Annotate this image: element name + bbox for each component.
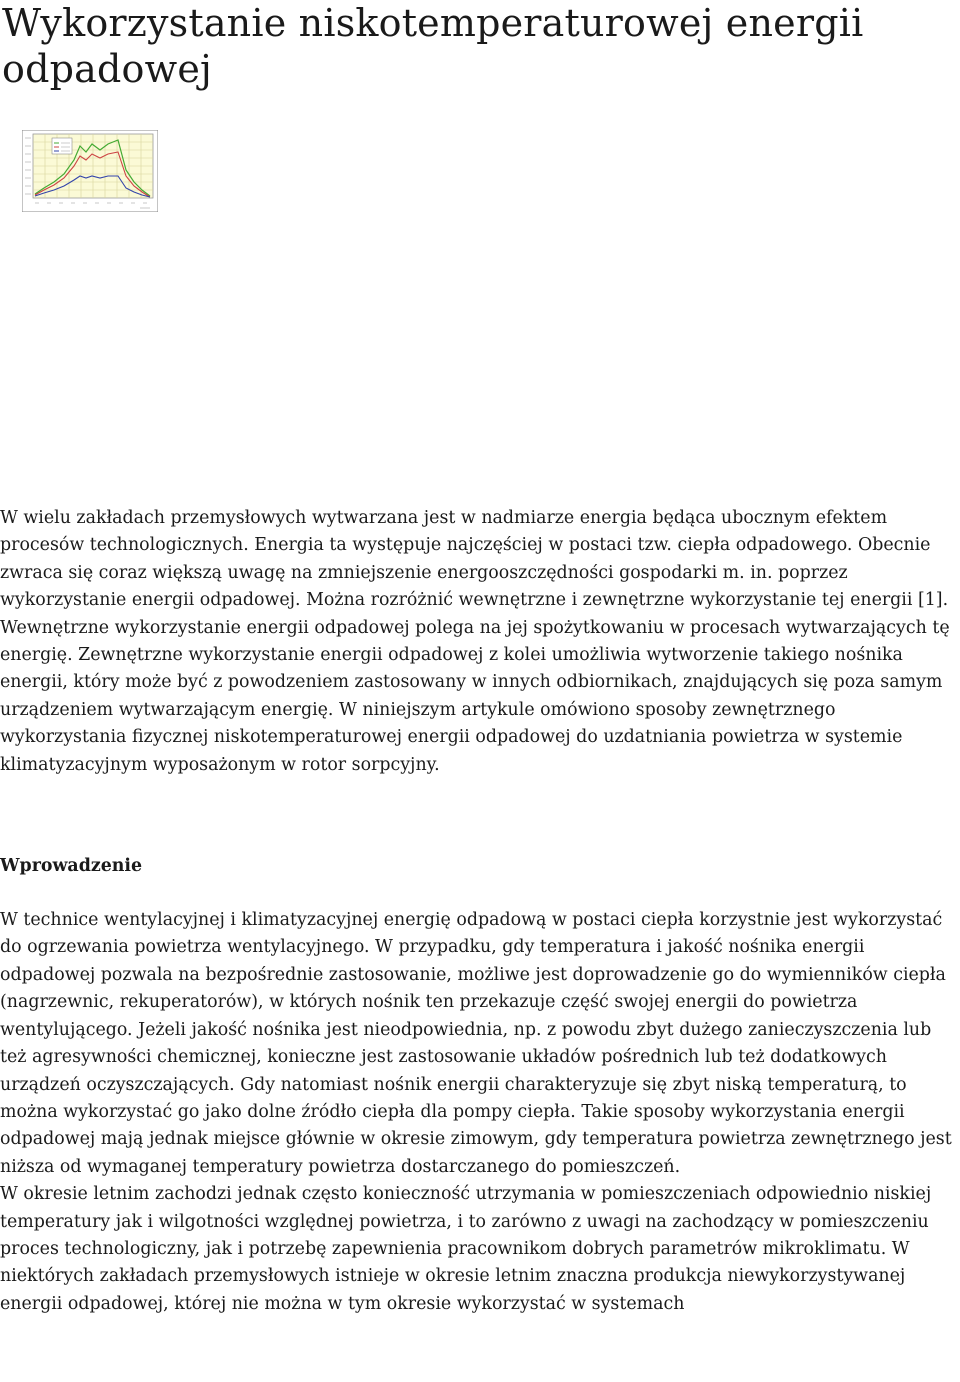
chart-thumbnail [22,130,158,212]
section-paragraph: W okresie letnim zachodzi jednak często konieczność utrzymania w pomieszczeniach odpowiednio niskiej temperatury jak i wilgotności względnej powietrza, i to zarówno z uwagi na zachodzący w pomieszczeniu proces technologiczny, jak i potrzebę zapewnienia pracownikom dobrych parametrów mikroklimatu. W niektórych zakładach przemysłowych istnieje w okresie letnim znaczna produkcja niewykorzystywanej energii odpadowej, której nie można w tym okresie wykorzystać w systemach [0,1184,932,1314]
intro-paragraph: W wielu zakładach przemysłowych wytwarzana jest w nadmiarze energia będąca ubocznym efektem procesów technologicznych. Energia ta występuje najczęściej w postaci tzw. ciepła odpadowego. Obecnie zwraca się coraz większą uwagę na zmniejszenie energooszczędności gospodarki m. in. poprzez wykorzystanie energii odpadowej. Można rozróżnić wewnętrzne i zewnętrzne wykorzystanie tej energii [1]. Wewnętrzne wykorzystanie energii odpadowej polega na jej spożytkowaniu w procesach wytwarzających tę energię. Zewnętrzne wykorzystanie energii odpadowej z kolei umożliwia wytworzenie takiego nośnika energii, który może być z powodzeniem zastosowany w innych odbiornikach, znajdujących się poza samym urządzeniem wytwarzającym energię. W niniejszym artykule omówiono sposoby zewnętrznego wykorzystania fizycznej niskotemperaturowej energii odpadowej do uzdatniania powietrza w systemie klimatyzacyjnym wyposażonym w rotor sorpcyjny. [0,508,950,775]
article-body [0,505,958,1318]
page-title: Wykorzystanie niskotemperaturowej energii odpadowej [2,1,864,91]
section-paragraph: W technice wentylacyjnej i klimatyzacyjnej energię odpadową w postaci ciepła korzystnie jest wykorzystać do ogrzewania powietrza wentylacyjnego. W przypadku, gdy temperatura i jakość nośnika energii odpadowej pozwala na bezpośrednie zastosowanie, możliwe jest doprowadzenie go do wymienników ciepła (nagrzewnic, rekuperatorów), w których nośnik ten przekazuje część swojej energii do powietrza wentylującego. Jeżeli jakość nośnika jest nieodpowiednia, np. z powodu zbyt dużego zanieczyszczenia lub też agresywności chemicznej, konieczne jest zastosowanie układów pośrednich lub też dodatkowych urządzeń oczyszczających. Gdy natomiast nośnik energii charakteryzuje się zbyt niską temperaturą, to można wykorzystać go jako dolne źródło ciepła dla pompy ciepła. Takie sposoby wykorzystania energii odpadowej mają jednak miejsce głównie w okresie zimowym, gdy temperatura powietrza zewnętrznego jest niższa od wymaganej temperatury powietrza dostarczanego do pomieszczeń. [0,910,952,1177]
chart-thumbnail-icon [22,130,158,212]
section-heading: Wprowadzenie [0,856,143,877]
